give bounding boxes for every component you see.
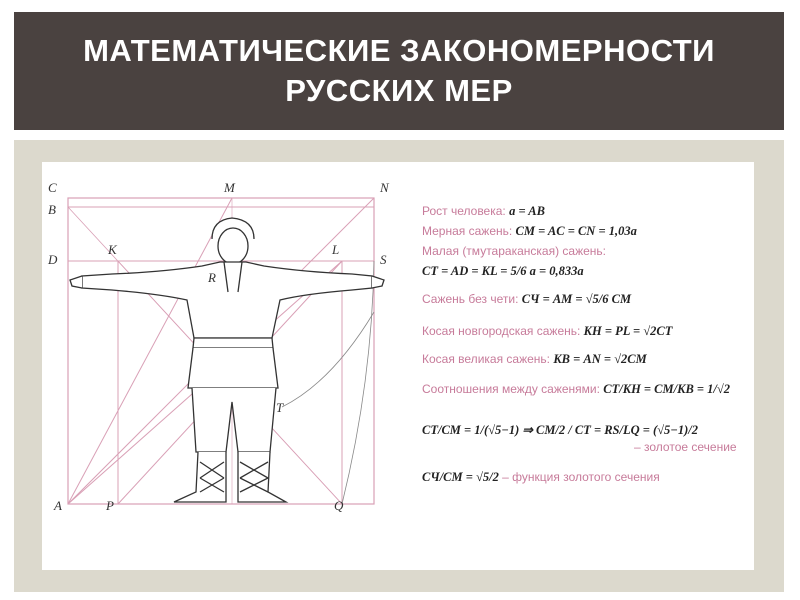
formula-func: CЧ/CM = √5/2 – функция золотого сечения [422,470,660,484]
formula-golden: CT/CM = 1/(√5−1) ⇒ CM/2 / CT = RS/LQ = (√5−1)/2 [422,423,699,437]
point-t: T [276,400,284,415]
textbook-page [42,162,754,570]
figure-panel [14,140,784,592]
formula-kosaya-novg: Косая новгородская сажень: KН = PL = √2CT [422,324,673,338]
point-c: C [48,180,57,195]
arc-t [282,312,374,407]
formula-golden-note: – золотое сечение [634,440,737,454]
point-s: S [380,252,387,267]
point-m: M [224,180,235,195]
formula-kosaya-vel: Косая великая сажень: KВ = AN = √2CM [422,352,647,366]
formula-malaya-label: Малая (тмутараканская) сажень: [422,244,606,258]
formula-malaya: CT = AD = KL = 5/6 a = 0,833a [422,264,584,278]
point-q: Q [334,498,344,513]
arc-s-q [342,261,374,504]
point-d: D [48,252,58,267]
slide-title-line-2: РУССКИХ МЕР [285,73,513,108]
point-b: B [48,202,56,217]
formula-bez-cheti: Сажень без чети: CЧ = AM = √5/6 CM [422,292,632,306]
slide-title-bar [14,12,784,130]
point-a: A [54,498,62,513]
formula-height: Рост человека: a = AB [422,204,545,218]
proportion-figure [42,162,412,570]
formula-ratios: Соотношения между саженями: CT/KН = CM/KВ = 1/√2 [422,382,730,396]
point-k: K [108,242,117,257]
slide-title-line-1: МАТЕМАТИЧЕСКИЕ ЗАКОНОМЕРНОСТИ [83,33,715,68]
formula-mernaya: Мерная сажень: CM = AC = CN = 1,03a [422,224,637,238]
point-p: P [106,498,114,513]
point-l: L [332,242,340,257]
point-r: R [208,270,216,285]
point-n: N [380,180,389,195]
